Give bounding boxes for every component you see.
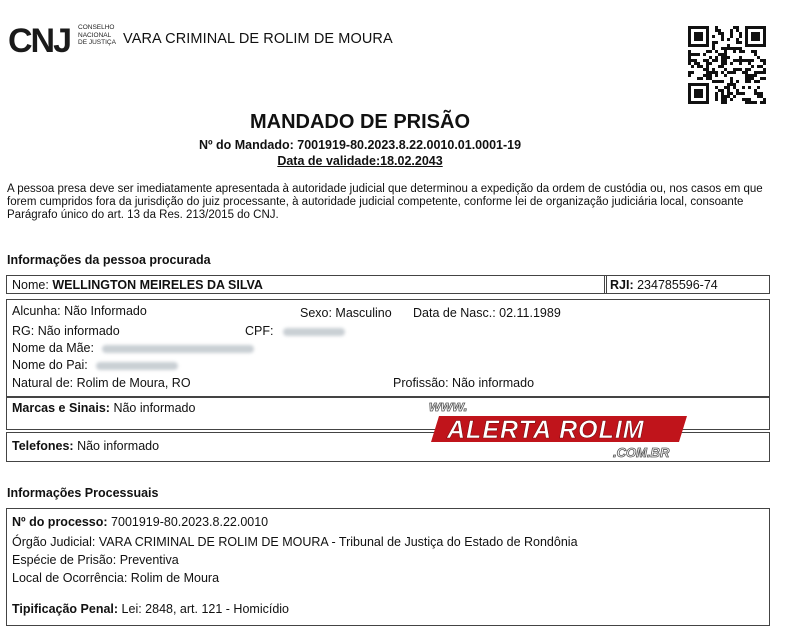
process-number-row [12, 515, 268, 529]
person-section-title: Informações da pessoa procurada [7, 253, 211, 267]
mandate-number: Nº do Mandado: 7001919-80.2023.8.22.0010.01.0001-19 [198, 138, 522, 152]
court-name: VARA CRIMINAL DE ROLIM DE MOURA [123, 31, 393, 47]
mother-row [12, 341, 254, 355]
rji-label: RJI: [610, 278, 634, 292]
judicial-organ: Órgão Judicial: VARA CRIMINAL DE ROLIM DE MOURA - Tribunal de Justiça do Estado de Rondônia [12, 535, 578, 549]
penal-label: Tipificação Penal: [12, 602, 119, 616]
name-label: Nome: [12, 278, 49, 292]
cnj-logo-text: CNJ [8, 22, 71, 56]
cpf-row [245, 324, 345, 338]
penal-classification-row [12, 602, 289, 616]
rg: RG: Não informado [12, 324, 120, 338]
arrest-type: Espécie de Prisão: Preventiva [12, 553, 179, 567]
phones-value: Não informado [77, 439, 160, 453]
watermark-domain: .COM.BR [613, 445, 670, 460]
phones-row [12, 439, 159, 453]
profession: Profissão: Não informado [393, 376, 535, 390]
logo-line-2: NACIONAL [78, 31, 112, 39]
intro-paragraph: A pessoa presa deve ser imediatamente apresentada à autoridade judicial que determinou a expedição da ordem de custódia ou, nos casos em que forem cumpridos fora da jurisdição do juiz processante, à autoridade judicial competente, conforme lei de organização judiciária local, consoante Parágrafo único do art. 13 da Res. 213/2015 do CNJ. [7, 183, 763, 222]
occurrence-location: Local de Ocorrência: Rolim de Moura [12, 571, 220, 585]
marks-value: Não informado [113, 401, 196, 415]
process-number-label: Nº do processo: [12, 515, 108, 529]
rji-value: 234785596-74 [637, 278, 718, 292]
validity-text: Data de validade:18.02.2043 [277, 154, 443, 168]
cnj-logo-subtitle [78, 24, 116, 47]
birth-date: Data de Nasc.: 02.11.1989 [413, 306, 561, 320]
validity-date [0, 154, 720, 168]
process-number-value: 7001919-80.2023.8.22.0010 [111, 515, 269, 529]
watermark-main: ALERTA ROLIM [447, 416, 645, 444]
cpf-redacted [283, 328, 345, 336]
qr-code [688, 26, 766, 104]
marks-row [12, 401, 195, 415]
penal-value: Lei: 2848, art. 121 - Homicídio [121, 602, 289, 616]
marks-label: Marcas e Sinais: [12, 401, 110, 415]
father-label: Nome do Pai: [12, 358, 88, 372]
process-section-title: Informações Processuais [7, 486, 159, 500]
origin: Natural de: Rolim de Moura, RO [12, 376, 191, 390]
name-row [12, 278, 263, 292]
cpf-label: CPF: [245, 324, 274, 338]
watermark-www: www. [429, 398, 468, 415]
father-row [12, 358, 178, 372]
alerta-rolim-watermark [425, 395, 695, 467]
document-title: MANDADO DE PRISÃO [249, 111, 470, 133]
father-redacted [96, 362, 178, 370]
logo-line-1: CONSELHO [78, 24, 115, 31]
rji-row [610, 278, 718, 292]
rji-cell [604, 275, 770, 294]
sex: Sexo: Masculino [300, 306, 392, 320]
cnj-logo [8, 22, 76, 56]
mother-label: Nome da Mãe: [12, 341, 94, 355]
name-cell [6, 275, 607, 294]
alias: Alcunha: Não Informado [12, 304, 147, 318]
name-value: WELLINGTON MEIRELES DA SILVA [52, 278, 263, 292]
phones-label: Telefones: [12, 439, 74, 453]
mother-redacted [102, 345, 254, 353]
logo-line-3: DE JUSTIÇA [78, 39, 116, 46]
